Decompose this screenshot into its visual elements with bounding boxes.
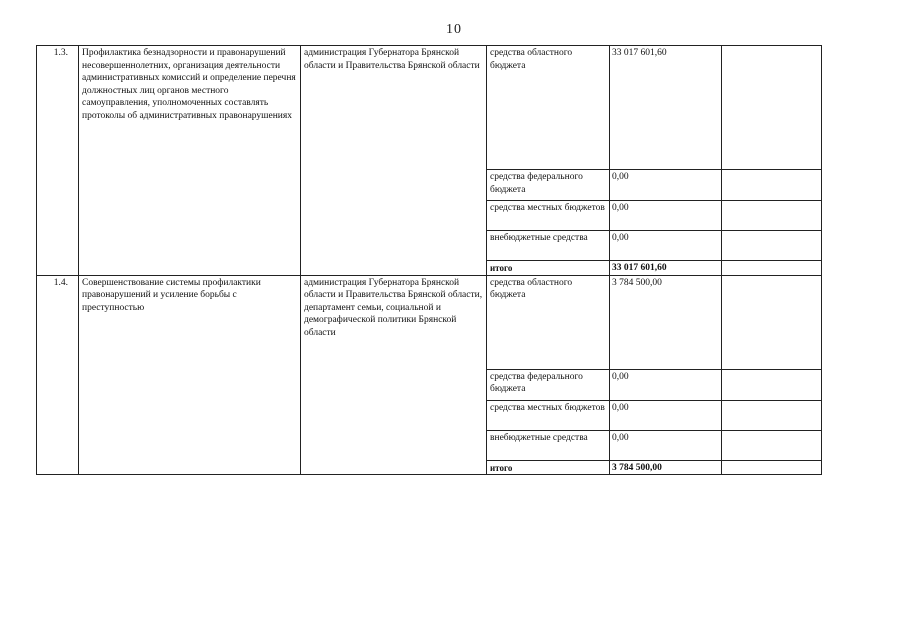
funding-source: средства областного бюджета <box>487 275 610 369</box>
total-value: 33 017 601,60 <box>610 261 722 276</box>
empty-cell <box>722 460 822 475</box>
table-row <box>37 46 822 170</box>
item-number: 1.4. <box>37 275 79 475</box>
event-name: Профилактика безнадзорности и правонарушений несовершеннолетних, организация деятельности административных комиссий и определение перечня должностных лиц органов местного самоуправления, уполномоченных составлять протоколы об административных правонарушениях <box>79 46 301 276</box>
funding-value: 33 017 601,60 <box>610 46 722 170</box>
total-label: итого <box>487 460 610 475</box>
total-label: итого <box>487 261 610 276</box>
program-table <box>36 45 822 475</box>
empty-cell <box>722 261 822 276</box>
funding-value: 0,00 <box>610 201 722 231</box>
empty-cell <box>722 430 822 460</box>
empty-cell <box>722 201 822 231</box>
empty-cell <box>722 400 822 430</box>
executor: администрация Губернатора Брянской области и Правительства Брянской области, департамент семьи, социальной и демографической политики Брянской области <box>301 275 487 475</box>
funding-source: внебюджетные средства <box>487 231 610 261</box>
empty-cell <box>722 46 822 170</box>
funding-value: 0,00 <box>610 231 722 261</box>
total-value: 3 784 500,00 <box>610 460 722 475</box>
funding-value: 0,00 <box>610 400 722 430</box>
funding-value: 0,00 <box>610 369 722 400</box>
page-number: 10 <box>446 22 462 37</box>
funding-source: средства местных бюджетов <box>487 400 610 430</box>
funding-value: 0,00 <box>610 430 722 460</box>
empty-cell <box>722 231 822 261</box>
funding-source: внебюджетные средства <box>487 430 610 460</box>
empty-cell <box>722 275 822 369</box>
funding-value: 0,00 <box>610 170 722 201</box>
item-number: 1.3. <box>37 46 79 276</box>
table-row <box>37 275 822 369</box>
empty-cell <box>722 170 822 201</box>
event-name: Совершенствование системы профилактики правонарушений и усиление борьбы с преступностью <box>79 275 301 475</box>
funding-source: средства федерального бюджета <box>487 170 610 201</box>
executor: администрация Губернатора Брянской области и Правительства Брянской области <box>301 46 487 276</box>
funding-source: средства местных бюджетов <box>487 201 610 231</box>
empty-cell <box>722 369 822 400</box>
funding-source: средства федерального бюджета <box>487 369 610 400</box>
funding-value: 3 784 500,00 <box>610 275 722 369</box>
funding-source: средства областного бюджета <box>487 46 610 170</box>
